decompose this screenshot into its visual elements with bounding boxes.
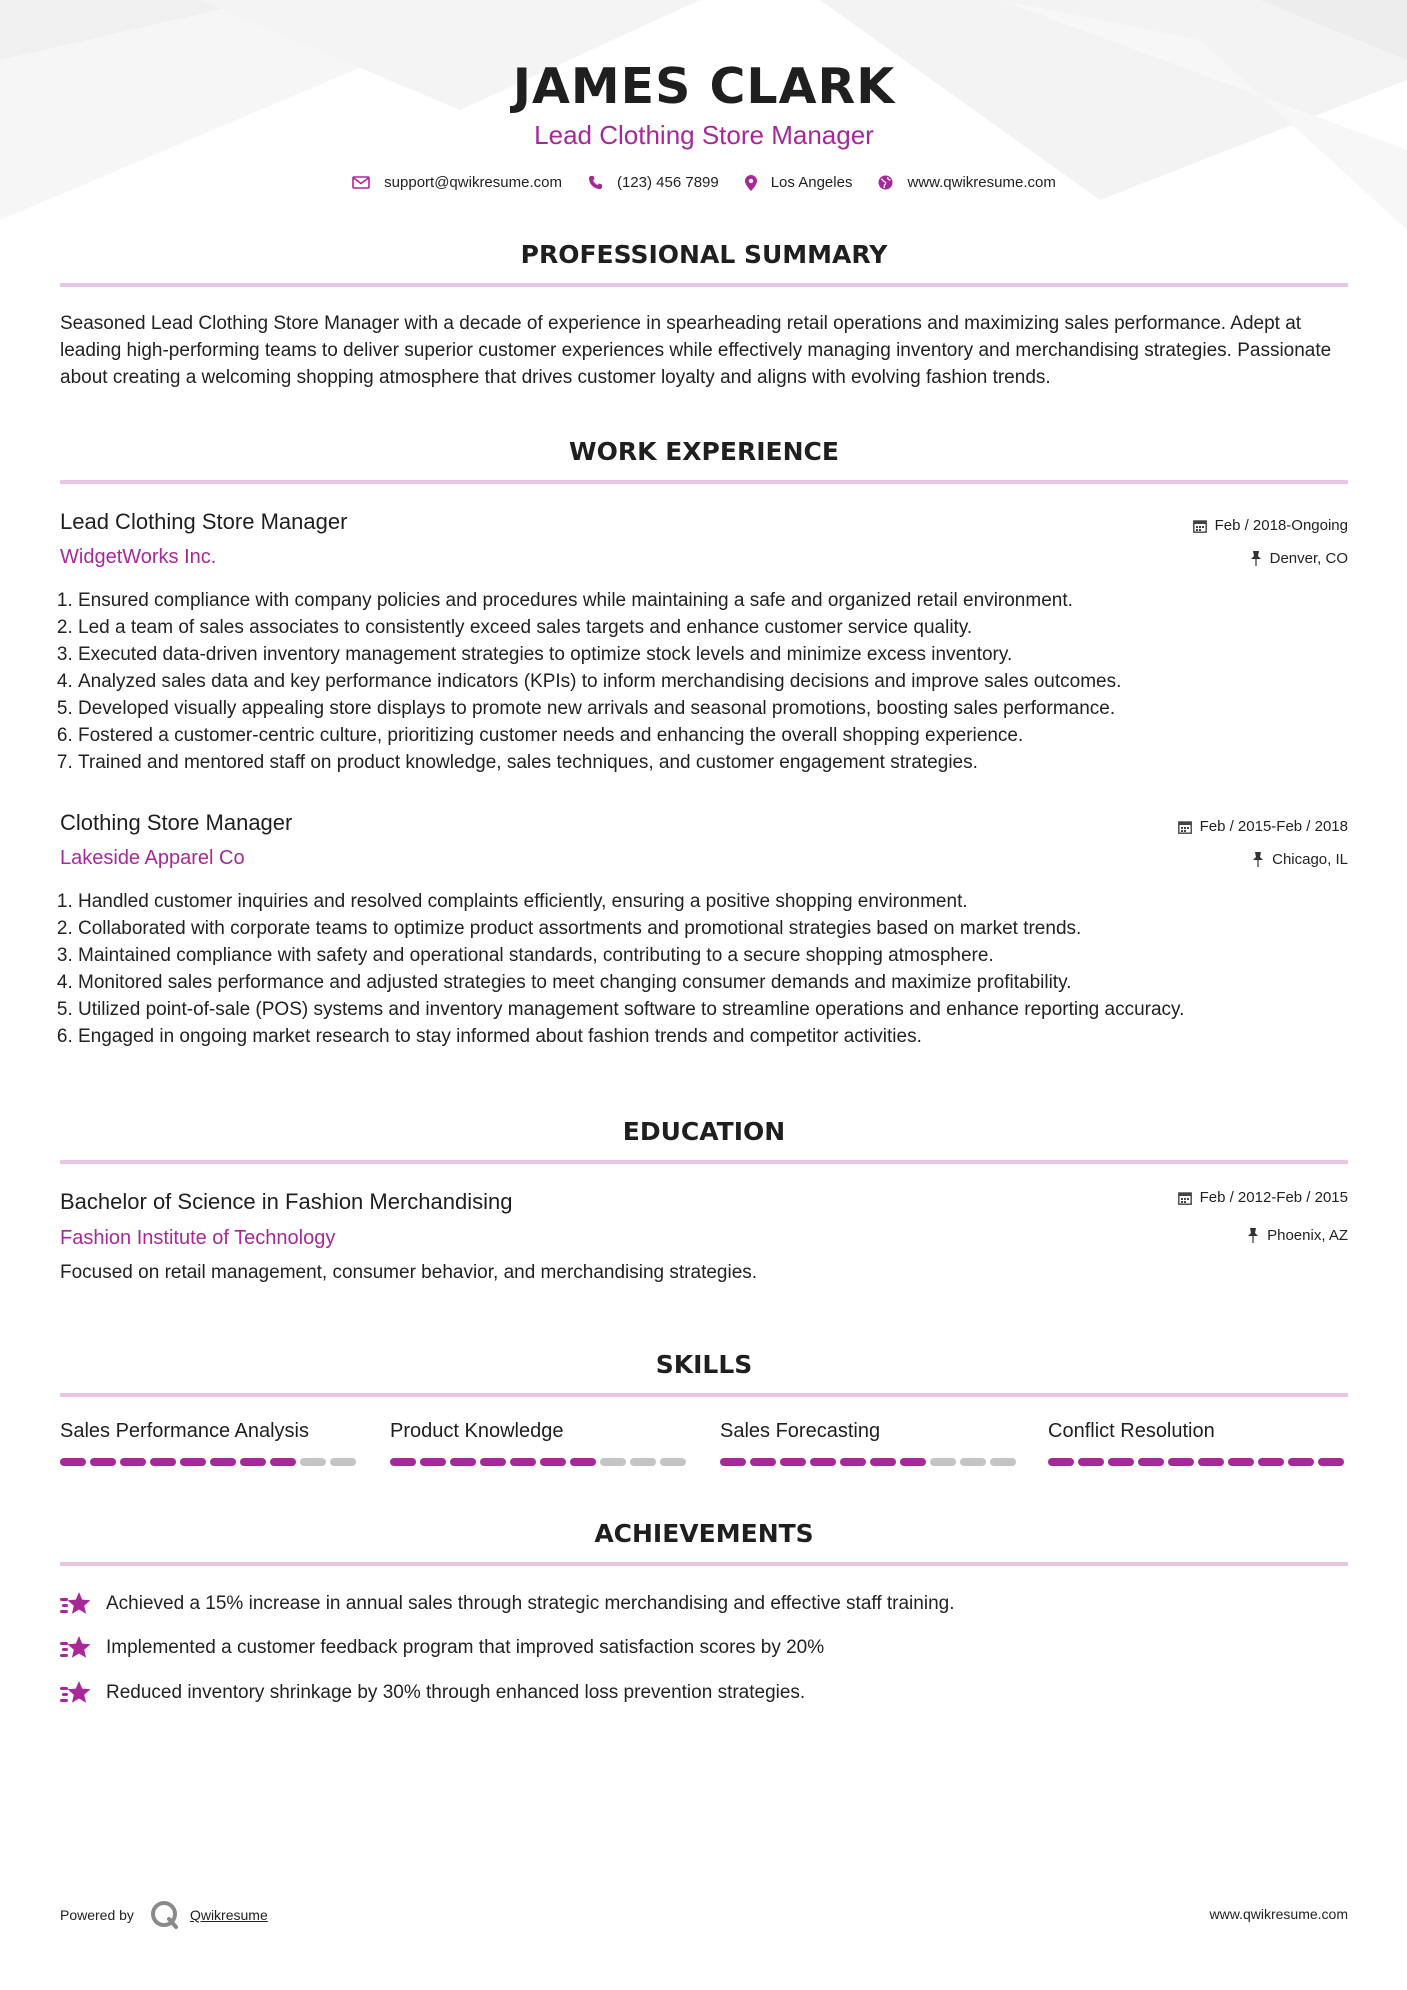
calendar-icon	[1178, 820, 1192, 834]
list-item: 1. Ensured compliance with company policies and procedures while maintaining a safe and organized retail environment.	[78, 587, 1366, 614]
skill-segment-filled	[750, 1458, 776, 1466]
job-title: Lead Clothing Store Manager	[60, 509, 348, 534]
skill-segment-empty	[660, 1458, 686, 1466]
skill-segment-filled	[420, 1458, 446, 1466]
skill-segment-filled	[450, 1458, 476, 1466]
skill-segment-filled	[1198, 1458, 1224, 1466]
contact-website[interactable]	[878, 174, 1055, 191]
job-dates-text: Feb / 2018-Ongoing	[1214, 517, 1348, 534]
achievements-divider	[60, 1562, 1348, 1566]
skill-segment-filled	[210, 1458, 236, 1466]
contact-email-text: support@qwikresume.com	[384, 174, 562, 191]
experience-divider	[60, 480, 1348, 484]
skill-segment-filled	[540, 1458, 566, 1466]
achievement-text: Implemented a customer feedback program that improved satisfaction scores by 20%	[106, 1637, 825, 1658]
company-name: Lakeside Apparel Co	[60, 847, 245, 869]
skill-segment-filled	[720, 1458, 746, 1466]
star-icon	[60, 1591, 92, 1617]
job-responsibilities	[60, 587, 1366, 776]
skill-segment-filled	[390, 1458, 416, 1466]
calendar-icon	[1178, 1191, 1192, 1205]
map-pin-icon	[745, 175, 757, 191]
skill-item	[390, 1420, 690, 1466]
candidate-title: Lead Clothing Store Manager	[534, 120, 874, 150]
list-item: 1. Handled customer inquiries and resolved complaints efficiently, ensuring a positive shopping environment.	[78, 888, 1366, 915]
skill-segment-empty	[600, 1458, 626, 1466]
footer-website[interactable]: www.qwikresume.com	[1209, 1906, 1348, 1922]
skill-segment-empty	[300, 1458, 326, 1466]
candidate-name: JAMES CLARK	[512, 58, 896, 115]
skill-segment-filled	[60, 1458, 86, 1466]
contact-phone[interactable]	[588, 174, 719, 191]
education-heading: EDUCATION	[622, 1117, 786, 1146]
powered-by-label: Powered by	[60, 1907, 134, 1923]
skill-level-bar	[720, 1458, 1020, 1466]
job-location	[1250, 550, 1348, 567]
list-item: 4. Monitored sales performance and adjusted strategies to meet changing consumer demands and maximize profitability.	[78, 969, 1366, 996]
skill-segment-filled	[480, 1458, 506, 1466]
contact-website-text: www.qwikresume.com	[907, 174, 1056, 191]
globe-icon	[878, 175, 893, 190]
education-location	[1247, 1227, 1348, 1244]
list-item: 3. Executed data-driven inventory management strategies to optimize stock levels and minimize excess inventory.	[78, 641, 1366, 668]
skill-segment-filled	[150, 1458, 176, 1466]
achievement-item	[60, 1680, 805, 1706]
degree-title: Bachelor of Science in Fashion Merchandising	[60, 1189, 513, 1214]
education-dates	[1178, 1189, 1348, 1206]
achievement-item	[60, 1591, 954, 1617]
skill-item	[1048, 1420, 1348, 1466]
skill-segment-empty	[990, 1458, 1016, 1466]
skill-segment-empty	[930, 1458, 956, 1466]
summary-text: Seasoned Lead Clothing Store Manager with a decade of experience in spearheading retail operations and maximizing sales performance. Adept at leading high-performing teams to deliver superior customer experiences while effectively managing inventory and merchandising strategies. Passionate about creating a welcoming shopping atmosphere that drives customer loyalty and aligns with evolving fashion trends.	[60, 313, 1332, 388]
skill-level-bar	[60, 1458, 360, 1466]
job-location-text: Denver, CO	[1269, 550, 1348, 567]
skill-segment-filled	[780, 1458, 806, 1466]
list-item: 3. Maintained compliance with safety and operational standards, contributing to a secure shopping atmosphere.	[78, 942, 1366, 969]
skill-segment-filled	[1108, 1458, 1134, 1466]
skill-segment-filled	[90, 1458, 116, 1466]
job-location	[1252, 851, 1348, 868]
summary-heading: PROFESSIONAL SUMMARY	[520, 240, 888, 269]
skill-segment-filled	[1228, 1458, 1254, 1466]
envelope-icon	[352, 176, 370, 189]
list-item: 7. Trained and mentored staff on product knowledge, sales techniques, and customer engagement strategies.	[78, 749, 1366, 776]
skill-segment-empty	[630, 1458, 656, 1466]
skill-segment-empty	[960, 1458, 986, 1466]
skill-name: Sales Forecasting	[720, 1420, 881, 1442]
footer-powered-by	[60, 1898, 268, 1932]
phone-icon	[588, 175, 603, 190]
skills-heading: SKILLS	[655, 1350, 753, 1379]
skill-segment-filled	[1048, 1458, 1074, 1466]
skill-name: Conflict Resolution	[1048, 1420, 1215, 1442]
skill-segment-filled	[1258, 1458, 1284, 1466]
school-name: Fashion Institute of Technology	[60, 1227, 336, 1249]
skill-segment-filled	[240, 1458, 266, 1466]
education-description: Focused on retail management, consumer behavior, and merchandising strategies.	[60, 1262, 758, 1283]
company-name: WidgetWorks Inc.	[60, 546, 217, 568]
list-item: 6. Engaged in ongoing market research to stay informed about fashion trends and competitor activities.	[78, 1023, 1366, 1050]
skill-level-bar	[1048, 1458, 1348, 1466]
education-divider	[60, 1160, 1348, 1164]
contact-location	[745, 174, 853, 191]
job-title: Clothing Store Manager	[60, 810, 293, 835]
achievement-item	[60, 1635, 824, 1661]
contact-bar	[60, 174, 1348, 191]
skill-name: Sales Performance Analysis	[60, 1420, 310, 1442]
star-icon	[60, 1635, 92, 1661]
contact-location-text: Los Angeles	[770, 174, 853, 191]
qwikresume-link[interactable]: Qwikresume	[189, 1907, 268, 1923]
job-dates-text: Feb / 2015-Feb / 2018	[1199, 818, 1348, 835]
skill-segment-filled	[810, 1458, 836, 1466]
star-icon	[60, 1680, 92, 1706]
skill-segment-filled	[1078, 1458, 1104, 1466]
skill-item	[60, 1420, 360, 1466]
education-dates-text: Feb / 2012-Feb / 2015	[1199, 1189, 1348, 1206]
list-item: 5. Utilized point-of-sale (POS) systems and inventory management software to streamline operations and enhance reporting accuracy.	[78, 996, 1366, 1023]
job-responsibilities	[60, 888, 1366, 1050]
summary-divider	[60, 283, 1348, 287]
achievements-heading: ACHIEVEMENTS	[594, 1519, 814, 1548]
skill-segment-filled	[120, 1458, 146, 1466]
skill-name: Product Knowledge	[390, 1420, 564, 1442]
header-background-shapes	[0, 0, 1407, 230]
skill-segment-filled	[1318, 1458, 1344, 1466]
contact-phone-text: (123) 456 7899	[616, 174, 719, 191]
qwikresume-logo-icon	[148, 1898, 182, 1932]
skills-divider	[60, 1393, 1348, 1397]
education-location-text: Phoenix, AZ	[1267, 1227, 1348, 1244]
contact-email[interactable]	[352, 174, 562, 191]
skill-segment-filled	[510, 1458, 536, 1466]
skill-level-bar	[390, 1458, 690, 1466]
skill-item	[720, 1420, 1020, 1466]
job-dates	[1178, 818, 1348, 835]
skill-segment-filled	[270, 1458, 296, 1466]
skill-segment-filled	[1138, 1458, 1164, 1466]
achievement-text: Achieved a 15% increase in annual sales through strategic merchandising and effective staff training.	[106, 1593, 955, 1614]
list-item: 6. Fostered a customer-centric culture, prioritizing customer needs and enhancing the overall shopping experience.	[78, 722, 1366, 749]
job-dates	[1193, 517, 1348, 534]
pushpin-icon	[1247, 1228, 1259, 1243]
list-item: 2. Collaborated with corporate teams to optimize product assortments and promotional strategies based on market trends.	[78, 915, 1366, 942]
experience-heading: WORK EXPERIENCE	[569, 437, 839, 466]
skill-segment-filled	[840, 1458, 866, 1466]
list-item: 5. Developed visually appealing store displays to promote new arrivals and seasonal promotions, boosting sales performance.	[78, 695, 1366, 722]
pushpin-icon	[1250, 551, 1262, 566]
skill-segment-filled	[1168, 1458, 1194, 1466]
achievement-text: Reduced inventory shrinkage by 30% through enhanced loss prevention strategies.	[106, 1682, 806, 1703]
skill-segment-filled	[570, 1458, 596, 1466]
skill-segment-filled	[1288, 1458, 1314, 1466]
calendar-icon	[1193, 519, 1207, 533]
skill-segment-filled	[180, 1458, 206, 1466]
job-location-text: Chicago, IL	[1272, 851, 1348, 868]
skill-segment-empty	[330, 1458, 356, 1466]
pushpin-icon	[1252, 852, 1264, 867]
list-item: 4. Analyzed sales data and key performance indicators (KPIs) to inform merchandising decisions and improve sales outcomes.	[78, 668, 1366, 695]
skill-segment-filled	[870, 1458, 896, 1466]
skill-segment-filled	[900, 1458, 926, 1466]
list-item: 2. Led a team of sales associates to consistently exceed sales targets and enhance customer service quality.	[78, 614, 1366, 641]
